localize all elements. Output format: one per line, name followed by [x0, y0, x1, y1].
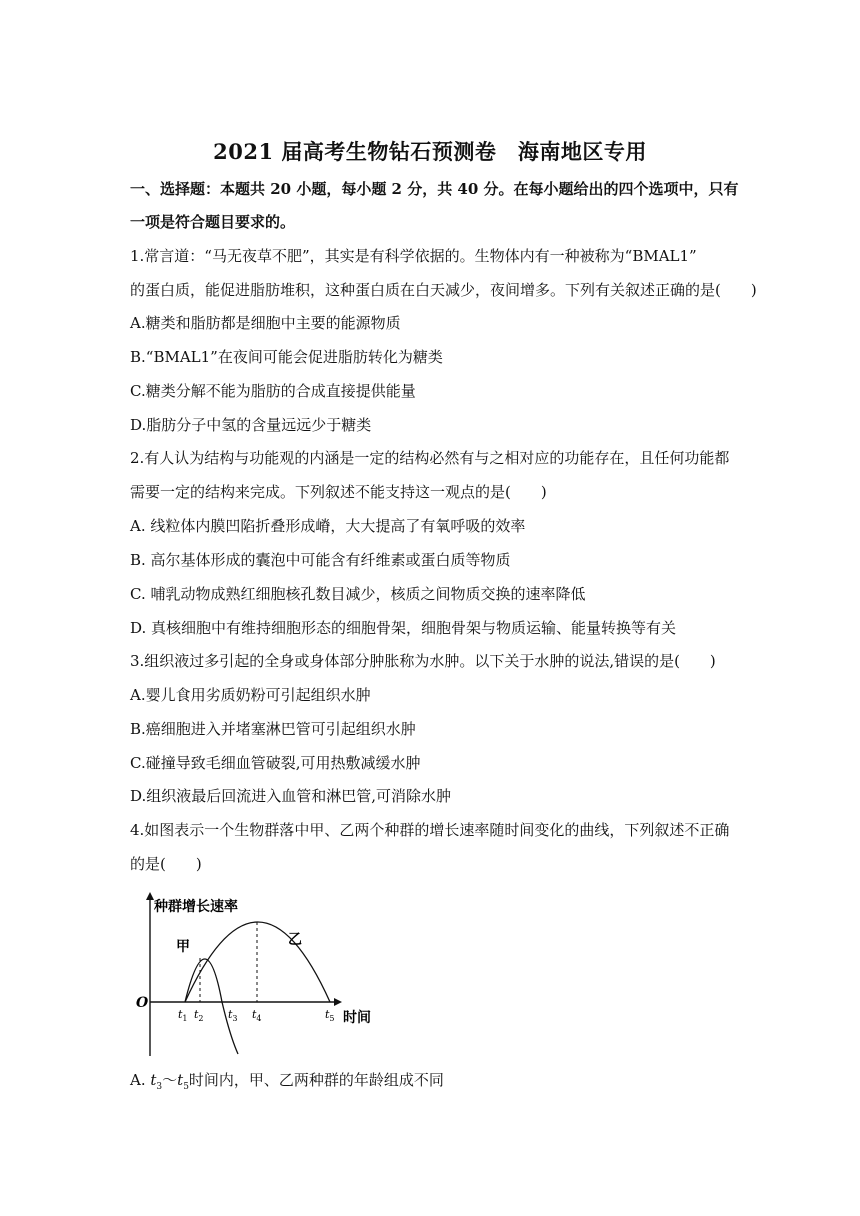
q4-option-a-t3-sub: 3 — [156, 1082, 163, 1092]
tick-t4: $t_4$ — [252, 1008, 262, 1023]
q1-option-d: D.脂肪分子中氢的含量远远少于糖类 — [130, 416, 372, 434]
origin-label: O — [136, 995, 149, 1011]
growth-rate-graph — [134, 888, 396, 1058]
q4-option-a-prefix: A. — [130, 1071, 151, 1089]
curve-yi-label: 乙 — [288, 932, 302, 948]
q3-option-c: C.碰撞导致毛细血管破裂,可用热敷减缓水肿 — [130, 754, 421, 772]
q4-option-a-t3: t — [150, 1071, 157, 1089]
q3-option-d: D.组织液最后回流进入血管和淋巴管,可消除水肿 — [130, 787, 452, 805]
curve-jia-label: 甲 — [176, 939, 190, 955]
q2-option-a: A. 线粒体内膜凹陷折叠形成嵴，大大提高了有氧呼吸的效率 — [130, 517, 526, 535]
tick-t1: $t_1$ — [178, 1008, 188, 1023]
q1-stem-line2: 的蛋白质，能促进脂肪堆积，这种蛋白质在白天减少，夜间增多。下列有关叙述正确的是( ) — [130, 281, 757, 299]
q1-option-b: B.“BMAL1”在夜间可能会促进脂肪转化为糖类 — [130, 348, 443, 366]
curve-jia — [185, 959, 238, 1054]
section-heading-line2: 一项是符合题目要求的。 — [130, 213, 296, 231]
q4-stem-line1: 4.如图表示一个生物群落中甲、乙两个种群的增长速率随时间变化的曲线，下列叙述不正确 — [130, 821, 730, 839]
page-title: 2021 届高考生物钻石预测卷 海南地区专用 — [213, 139, 647, 164]
q1-option-a: A.糖类和脂肪都是细胞中主要的能源物质 — [130, 314, 401, 332]
q4-stem-line2: 的是( ) — [130, 855, 202, 873]
section-heading-line1: 一、选择题：本题共 20 小题，每小题 2 分，共 40 分。在每小题给出的四个选项中，只有 — [130, 180, 739, 198]
tick-t5: $t_5$ — [325, 1008, 335, 1023]
q2-option-d: D. 真核细胞中有维持细胞形态的细胞骨架，细胞骨架与物质运输、能量转换等有关 — [130, 619, 677, 637]
q4-option-a — [130, 1070, 444, 1097]
q4-option-a-t5-sub: 5 — [183, 1082, 189, 1092]
q3-option-b: B.癌细胞进入并堵塞淋巴管可引起组织水肿 — [130, 720, 416, 738]
tick-t2: $t_2$ — [194, 1008, 204, 1023]
x-axis-label: 时间 — [343, 1010, 371, 1026]
q3-stem-line1: 3.组织液过多引起的全身或身体部分肿胀称为水肿。以下关于水肿的说法,错误的是( ) — [130, 652, 716, 670]
y-axis-label: 种群增长速率 — [154, 899, 238, 915]
q4-option-a-t5: t — [177, 1071, 184, 1089]
q2-stem-line1: 2.有人认为结构与功能观的内涵是一定的结构必然有与之相对应的功能存在，且任何功能都 — [130, 449, 730, 467]
q1-option-c: C.糖类分解不能为脂肪的合成直接提供能量 — [130, 382, 416, 400]
q4-option-a-text: 时间内，甲、乙两种群的年龄组成不同 — [188, 1071, 444, 1089]
growth-rate-figure — [134, 888, 396, 1058]
q4-option-a-tilde: ～ — [162, 1071, 178, 1089]
q3-option-a: A.婴儿食用劣质奶粉可引起组织水肿 — [130, 686, 371, 704]
q2-stem-line2: 需要一定的结构来完成。下列叙述不能支持这一观点的是( ) — [130, 483, 547, 501]
q2-option-b: B. 高尔基体形成的囊泡中可能含有纤维素或蛋白质等物质 — [130, 551, 511, 569]
q1-stem-line1: 1.常言道：“马无夜草不肥”，其实是有科学依据的。生物体内有一种被称为“BMAL1” — [130, 247, 697, 265]
tick-t3: $t_3$ — [228, 1008, 238, 1023]
q2-option-c: C. 哺乳动物成熟红细胞核孔数目减少，核质之间物质交换的速率降低 — [130, 585, 586, 603]
